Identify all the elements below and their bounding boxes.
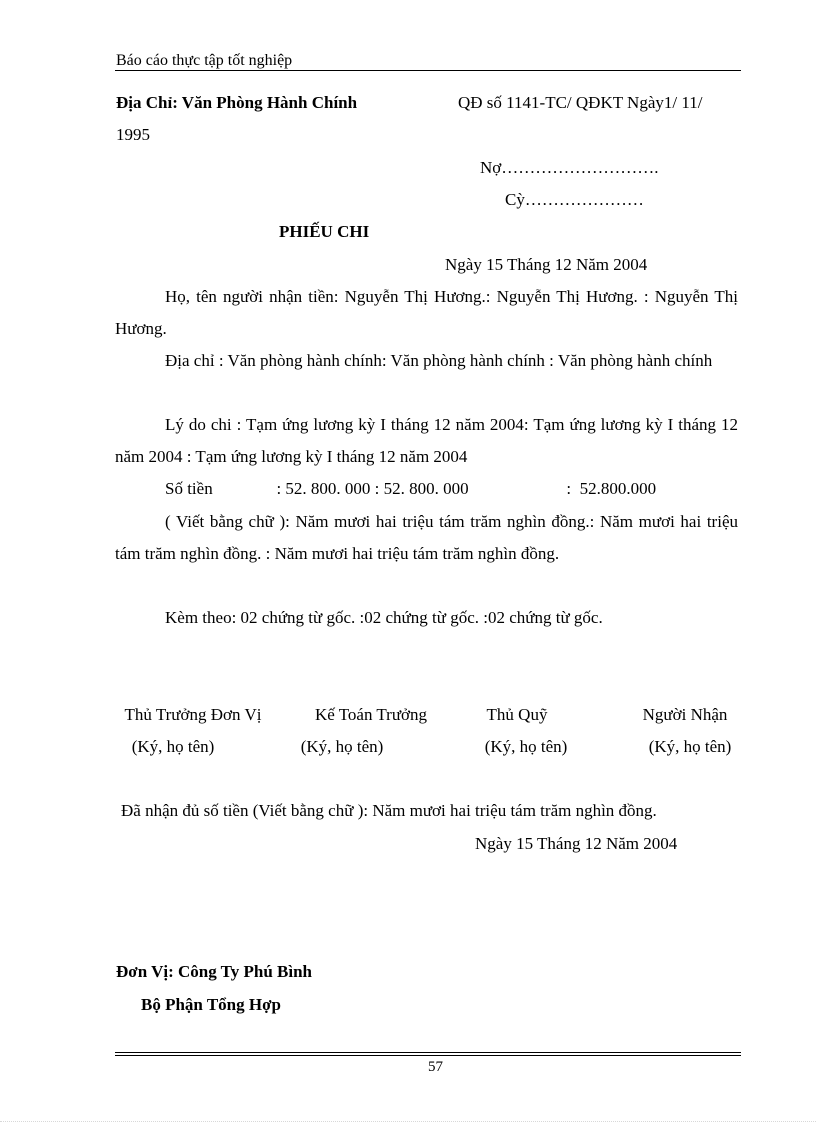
unit-name: Đơn Vị: Công Ty Phú Bình: [116, 962, 313, 981]
report-header: Báo cáo thực tập tốt nghiệp: [116, 52, 293, 69]
footer-rule-bottom: [115, 1055, 741, 1056]
signature-role: Kế Toán Trưởng: [314, 705, 428, 724]
page-number: 57: [428, 1059, 443, 1075]
signature-block-chief-accountant: [286, 705, 456, 725]
signature-note-chief-accountant: (Ký, họ tên): [300, 737, 384, 756]
reason-field: Lý do chi : Tạm ứng lương kỳ I tháng 12 năm 2004: Tạm ứng lương kỳ I tháng 12 năm 2004 : Tạm ứng lương kỳ I tháng 12 năm 2004: [115, 415, 738, 466]
footer-rule-top: [115, 1052, 741, 1053]
signature-role: Thủ Trưởng Đơn Vị: [124, 705, 262, 724]
unit-department: Bộ Phận Tổng Hợp: [141, 995, 281, 1014]
decision-reference: QĐ số 1141-TC/ QĐKT Ngày1/ 11/: [458, 93, 703, 112]
amount-field: Số tiền : 52. 800. 000 : 52. 800. 000 : 52.800.000: [165, 479, 657, 498]
debit-account: Nợ……………………….: [480, 158, 659, 177]
amount-words-field: ( Viết bằng chữ ): Năm mươi hai triệu tám trăm nghìn đồng.: Năm mươi hai triệu tám trăm nghìn đồng. : Năm mươi hai triệu tám trăm nghìn đồng.: [115, 512, 738, 563]
signature-note-treasurer: (Ký, họ tên): [484, 737, 568, 756]
decision-year: 1995: [116, 125, 150, 144]
page-edge: [0, 1121, 816, 1122]
address-label: Địa Chỉ: Văn Phòng Hành Chính: [116, 93, 358, 112]
signature-block-treasurer: [432, 705, 602, 725]
signature-role: Người Nhận: [642, 705, 728, 724]
credit-account: Cỳ…………………: [505, 190, 644, 209]
header-rule: [115, 70, 741, 71]
voucher-date: Ngày 15 Tháng 12 Năm 2004: [445, 255, 648, 274]
address-field: Địa chỉ : Văn phòng hành chính: Văn phòng hành chính : Văn phòng hành chính: [165, 351, 713, 370]
receipt-date: Ngày 15 Tháng 12 Năm 2004: [475, 834, 678, 853]
signature-note-director: (Ký, họ tên): [131, 737, 215, 756]
attachments-field: Kèm theo: 02 chứng từ gốc. :02 chứng từ gốc. :02 chứng từ gốc.: [165, 608, 603, 627]
signature-block-recipient: [600, 705, 770, 725]
signature-block-director: [108, 705, 278, 725]
recipient-field: Họ, tên người nhận tiền: Nguyễn Thị Hương.: Nguyễn Thị Hương. : Nguyễn Thị Hương.: [115, 287, 738, 338]
signature-role: Thủ Quỹ: [486, 705, 548, 724]
signature-note-recipient: (Ký, họ tên): [648, 737, 732, 756]
receipt-statement: Đã nhận đủ số tiền (Viết bằng chữ ): Năm mươi hai triệu tám trăm nghìn đồng.: [121, 801, 657, 820]
voucher-title: PHIẾU CHI: [279, 222, 370, 241]
